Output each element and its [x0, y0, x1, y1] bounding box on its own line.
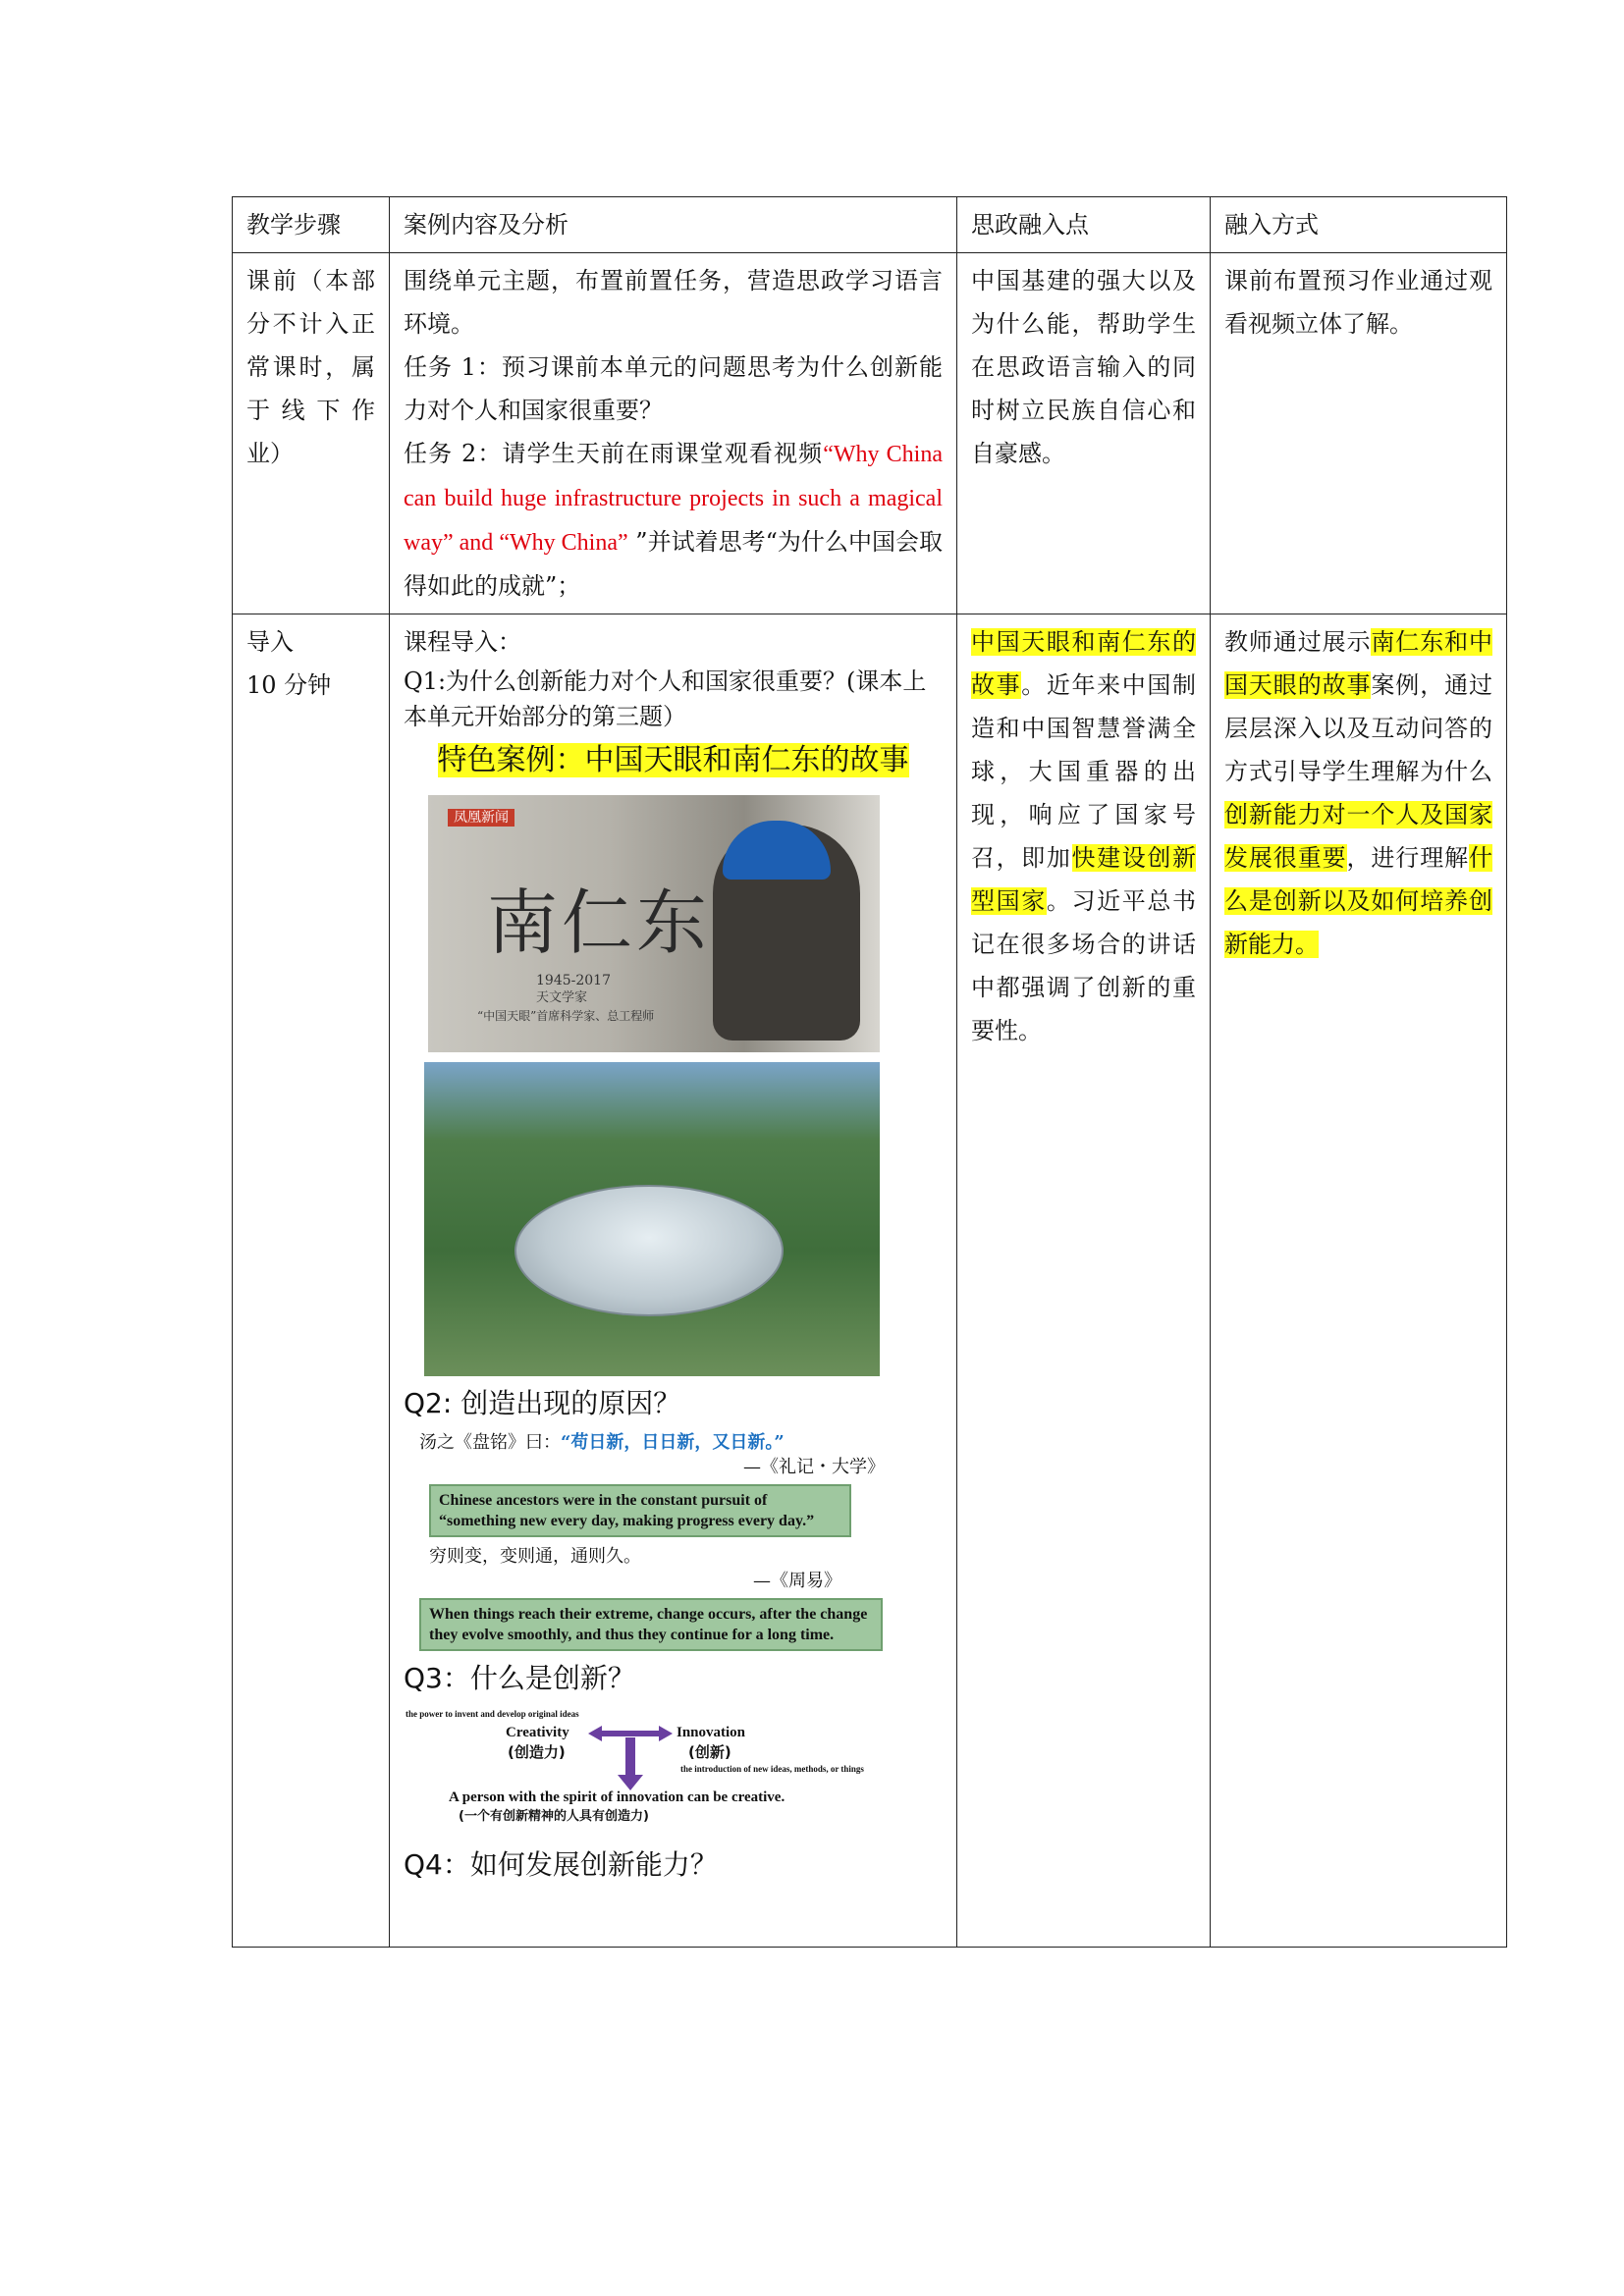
- method-text-b: 案例，通过层层深入以及互动问答的方式引导学生理解为什么: [1224, 671, 1493, 785]
- question-1: Q1:为什么创新能力对个人和国家很重要？(课本上本单元开始部分的第三题）: [404, 667, 927, 730]
- quote2-english: When things reach their extreme, change occurs, after the change they evolve smoothly, and thus they continue for a long time.: [419, 1598, 883, 1651]
- method-highlight-3: 什么是创新以及如何培养创新能力。: [1224, 844, 1492, 958]
- point-text-b: 。习近平总书记在很多场合的讲话中都强调了创新的重要性。: [971, 887, 1196, 1044]
- quote1-text: “苟日新，日日新，又日新。”: [561, 1432, 785, 1453]
- row-preclass: [233, 253, 1507, 614]
- quote-block: [419, 1431, 943, 1651]
- portrait-years: 1945-2017: [536, 973, 611, 988]
- point-highlight-1: 中国天眼和南仁东的故事: [971, 628, 1196, 699]
- task2-and: and: [453, 530, 500, 556]
- portrait-bio: “中国天眼”首席科学家、总工程师: [477, 1009, 655, 1023]
- news-logo: 凤凰新闻: [448, 809, 514, 827]
- lesson-sheet: [232, 196, 1506, 1948]
- innovation-definition: the introduction of new ideas, methods, or things: [680, 1764, 864, 1774]
- fast-telescope-image: [424, 1062, 880, 1376]
- diagram-bottom-zh: (一个有创新精神的人具有创造力): [459, 1809, 649, 1824]
- quote1-prefix: 汤之《盘铭》曰：: [419, 1432, 561, 1453]
- telescope-dish: [514, 1185, 784, 1316]
- point-text-a: 。近年来中国制造和中国智慧誉满全球，大国重器的出现，响应了国家号召，即加: [971, 671, 1196, 872]
- question-3: Q3：什么是创新？: [404, 1662, 635, 1694]
- intro-point: [957, 614, 1211, 1948]
- intro-content: [390, 614, 957, 1948]
- preclass-point: 中国基建的强大以及为什么能，帮助学生在思政语言输入的同时树立民族自信心和自豪感。: [957, 253, 1211, 614]
- point-highlight-2: 快建设创新型国家: [971, 844, 1196, 915]
- method-highlight-2: 创新能力对一个人及国家发展很重要: [1224, 801, 1492, 872]
- method-text-a: 教师通过展示: [1224, 628, 1372, 656]
- method-highlight-1: 南仁东和中国天眼的故事: [1224, 628, 1493, 699]
- video-title-1: “Why China can build huge infrastructure projects in such a magical way”: [404, 442, 943, 556]
- innovation-zh: (创新): [688, 1743, 731, 1761]
- preclass-intro: 围绕单元主题，布置前置任务，营造思政学习语言环境。: [404, 267, 943, 338]
- preclass-step: 课前（本部分不计入正常课时，属于线下作业）: [233, 253, 390, 614]
- feature-case-text: 特色案例：中国天眼和南仁东的故事: [437, 743, 909, 777]
- image-group: [428, 795, 943, 1376]
- method-text-c: ，进行理解: [1346, 844, 1469, 872]
- question-4: Q4：如何发展创新能力？: [404, 1848, 718, 1881]
- intro-step: [233, 614, 390, 1948]
- intro-method: [1211, 614, 1507, 1948]
- quote1-source: —《礼记・大学》: [743, 1457, 885, 1477]
- preclass-task2: [404, 432, 943, 608]
- intro-label: 课程导入：: [404, 628, 521, 656]
- preclass-method: 课前布置预习作业通过观看视频立体了解。: [1211, 253, 1507, 614]
- header-method: 融入方式: [1211, 197, 1507, 253]
- nan-rendong-portrait-image: [428, 795, 880, 1052]
- creativity-innovation-diagram: [404, 1700, 943, 1838]
- header-point: 思政融入点: [957, 197, 1211, 253]
- row-intro: [233, 614, 1507, 1948]
- creativity-zh: (创造力): [508, 1743, 566, 1761]
- task2-prefix: 任务 2：请学生天前在雨课堂观看视频: [404, 440, 824, 467]
- portrait-role: 天文学家: [536, 990, 588, 1005]
- question-2: Q2: 创造出现的原因？: [404, 1387, 681, 1419]
- preclass-content: [390, 253, 957, 614]
- feature-case-title: [404, 738, 943, 783]
- intro-step-time: 10 分钟: [246, 671, 332, 699]
- quote1-english: Chinese ancestors were in the constant pursuit of “something new every day, making progress every day.”: [429, 1484, 851, 1537]
- quote2-text: 穷则变，变则通，通则久。: [429, 1546, 641, 1567]
- quote1-line: [419, 1431, 943, 1455]
- portrait-name: 南仁东: [487, 881, 712, 964]
- innovation-label: Innovation: [677, 1725, 746, 1740]
- creativity-definition: the power to invent and develop original ideas: [406, 1709, 579, 1719]
- preclass-task1: 任务 1：预习课前本单元的问题思考为什么创新能力对个人和国家很重要？: [404, 353, 943, 424]
- double-arrow-icon: [588, 1724, 673, 1790]
- video-title-2: “Why China”: [499, 530, 628, 556]
- header-step: 教学步骤: [233, 197, 390, 253]
- header-row: [233, 197, 1507, 253]
- intro-step-title: 导入: [246, 628, 294, 656]
- diagram-bottom-en: A person with the spirit of innovation can be creative.: [449, 1789, 785, 1805]
- header-content: 案例内容及分析: [390, 197, 957, 253]
- quote2-source: —《周易》: [753, 1571, 841, 1591]
- creativity-label: Creativity: [506, 1725, 569, 1740]
- task2-suffix: ”并试着思考“为什么中国会取得如此的成就”；: [404, 528, 944, 600]
- lesson-table: [232, 196, 1507, 1948]
